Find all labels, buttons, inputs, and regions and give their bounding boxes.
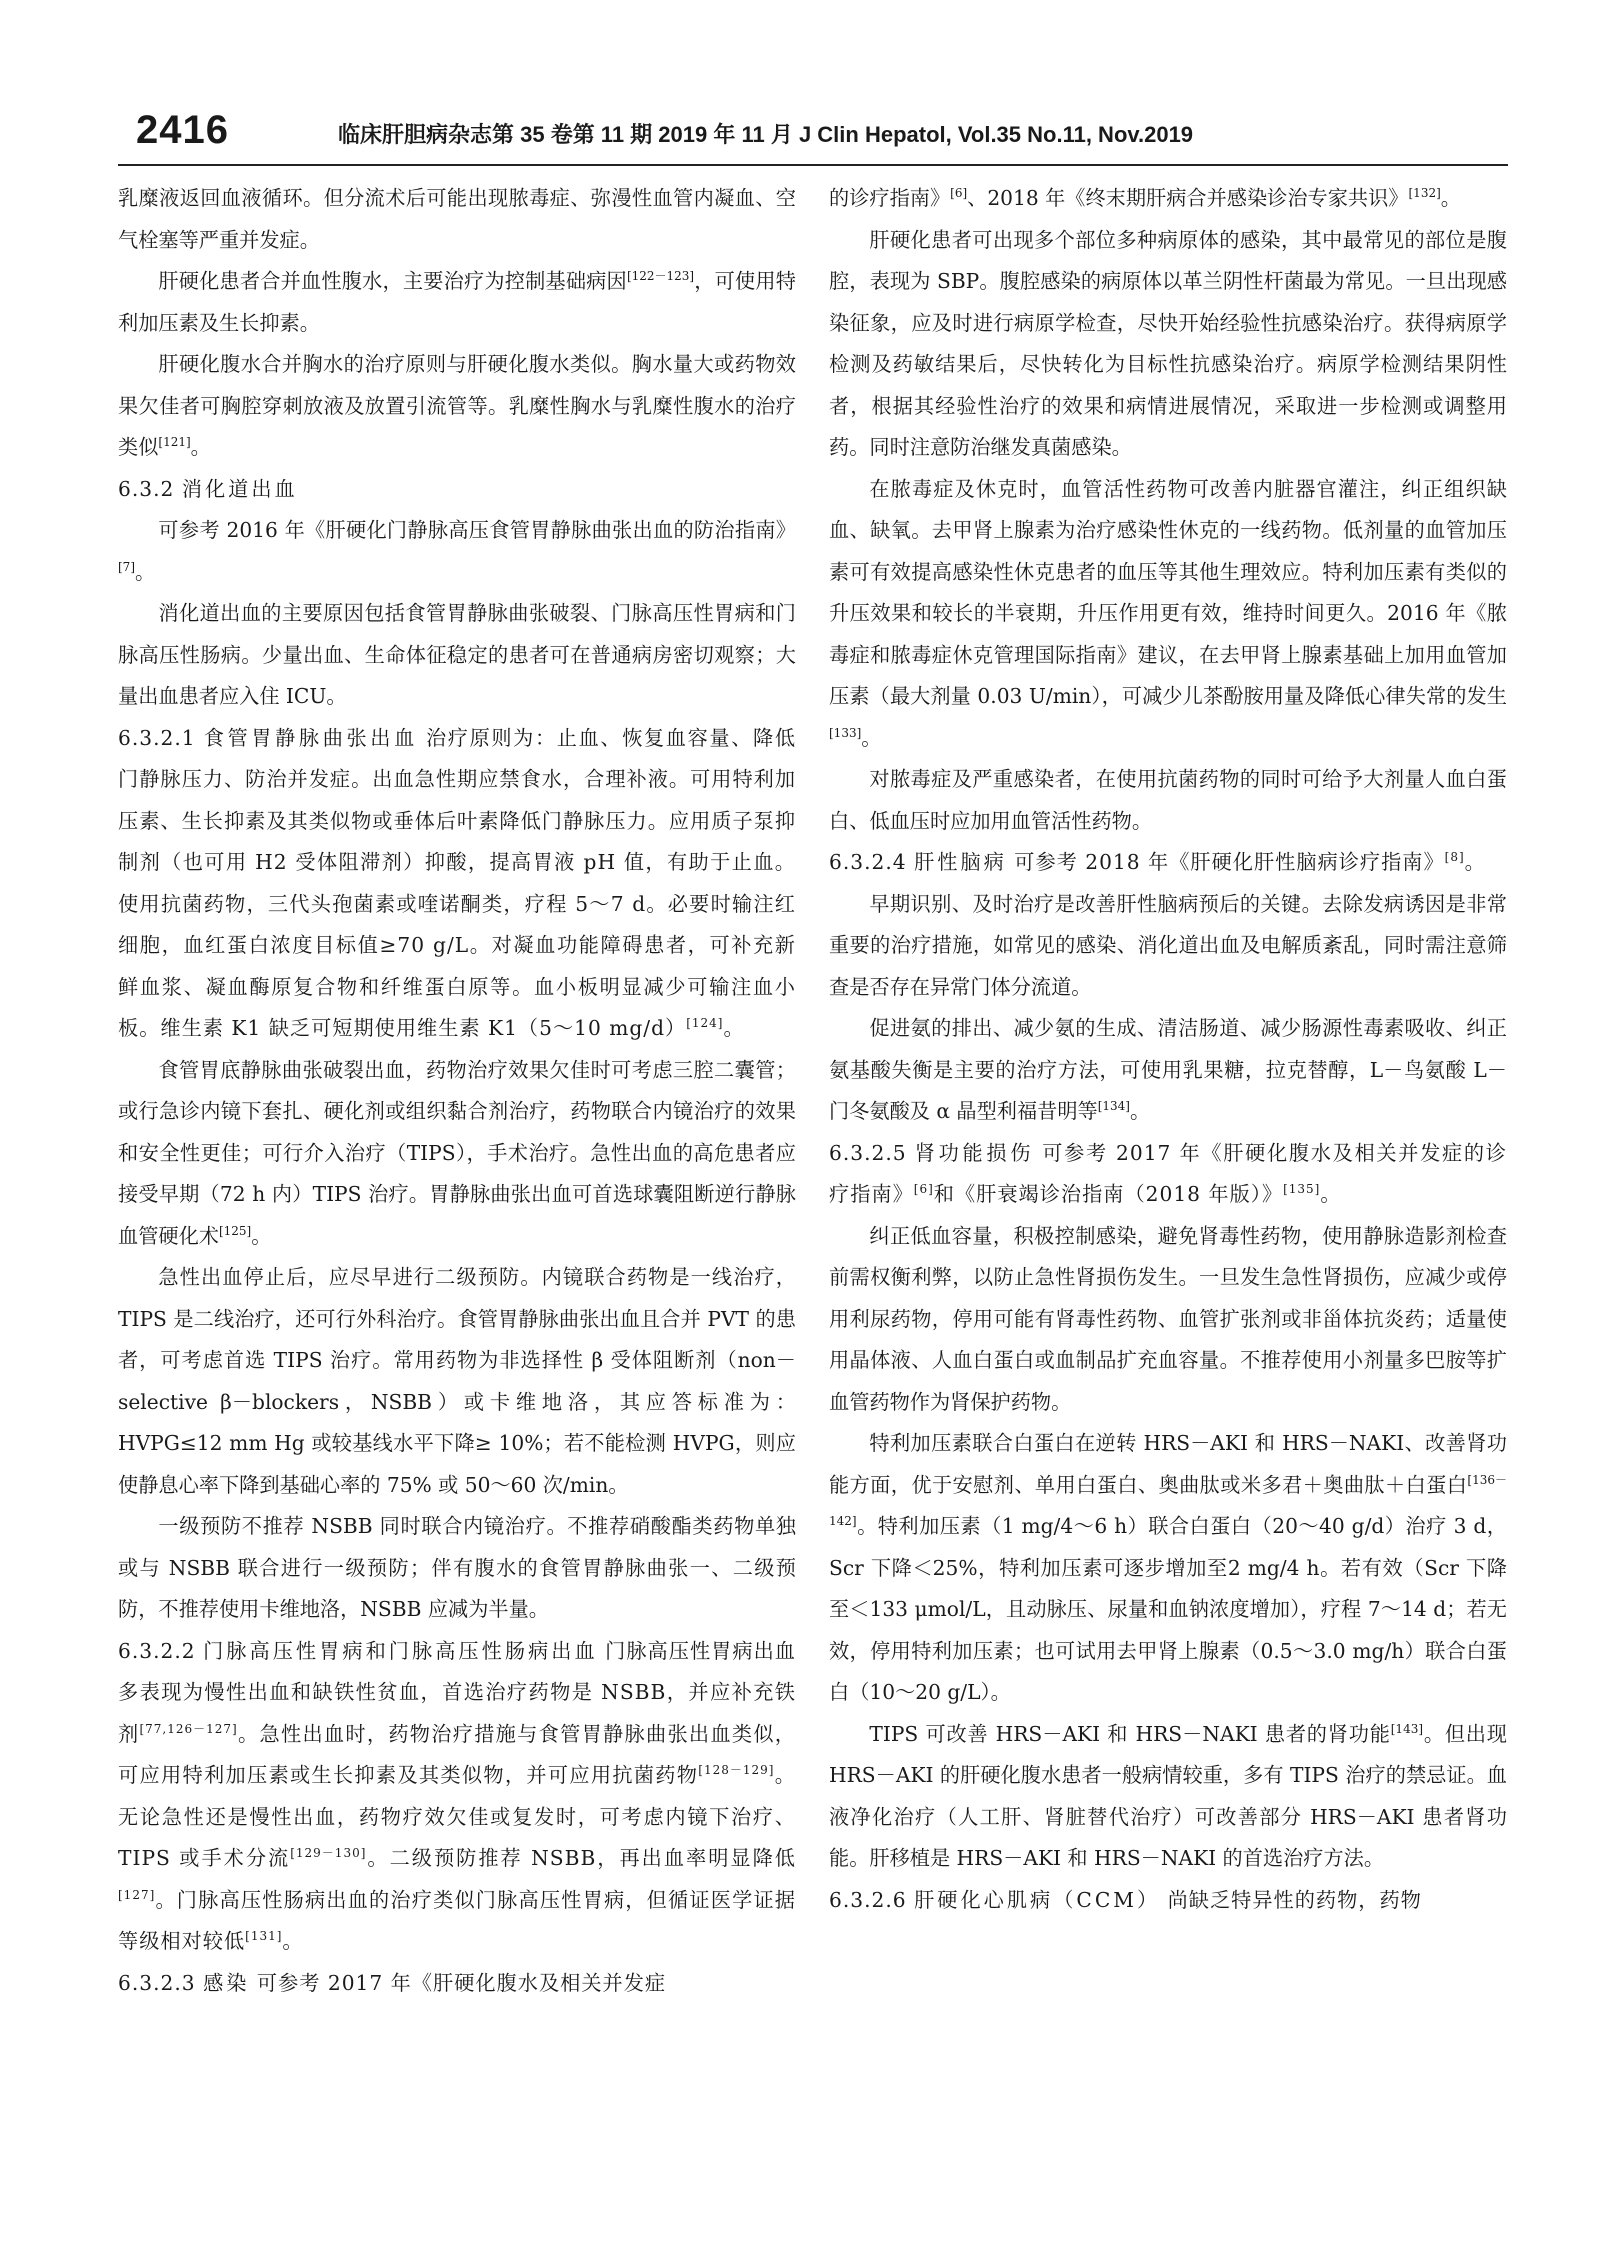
paragraph-text: 。 [135,559,156,584]
citation-reference: [136－142] [829,1472,1507,1528]
journal-citation-line: 临床肝胆病杂志第 35 卷第 11 期 2019 年 11 月 J Clin Hepatol, Vol.35 No.11, Nov.2019 [338,122,1194,147]
body-paragraph [118,1506,796,1631]
paragraph-text: 在脓毒症及休克时，血管活性药物可改善内脏器官灌注，纠正组织缺血、缺氧。去甲肾上腺素为治疗感染性休克的一线药物。低剂量的血管加压素可有效提高感染性休克患者的血压等其他生理效应。特利加压素有类似的升压效果和较长的半衰期，升压作用更有效，维持时间更久。2016 年《脓毒症和脓毒症休克管理国际指南》建议，在去甲肾上腺素基础上加用血管加压素（最大剂量 0.03 U/min），可减少儿茶酚胺用量及降低心律失常的发生 [829,476,1507,708]
section-heading-paragraph [829,842,1507,884]
paragraph-text: 肝硬化患者可出现多个部位多种病原体的感染，其中最常见的部位是腹腔，表现为 SBP。腹腔感染的病原体以革兰阴性杆菌最为常见。一旦出现感染征象，应及时进行病原学检查，尽快开始经验性抗感染治疗。获得病原学检测及药敏结果后，尽快转化为目标性抗感染治疗。病原学检测结果阴性者，根据其经验性治疗的效果和病情进展情况，采取进一步检测或调整用药。同时注意防治继发真菌感染。 [829,227,1507,459]
section-number: 6.3.2.1 [118,725,196,750]
paragraph-text: 特利加压素联合白蛋白在逆转 HRS－AKI 和 HRS－NAKI、改善肾功能方面，优于安慰剂、单用白蛋白、奥曲肽或米多君＋奥曲肽＋白蛋白 [829,1431,1507,1497]
citation-reference: [131] [245,1929,283,1943]
section-title: 消化道出血 [181,476,298,501]
paragraph-text: 。 [190,435,211,459]
paragraph-text: 门脉高压性胃病出血多表现为慢性出血和缺铁性贫血，首选治疗药物是 NSBB，并应补充铁剂 [118,1638,796,1746]
citation-reference: [132] [1408,186,1441,200]
citation-reference: [125] [218,1223,252,1238]
body-paragraph [829,1008,1507,1133]
paragraph-text: 促进氨的排出、减少氨的生成、清洁肠道、减少肠源性毒素吸收、纠正氨基酸失衡是主要的治疗方法，可使用乳果糖，拉克替醇，L－鸟氨酸 L－门冬氨酸及 α 晶型利福昔明等 [829,1016,1507,1123]
citation-reference: [129－130] [290,1846,367,1860]
body-paragraph [118,261,796,344]
body-paragraph [118,510,796,593]
body-paragraph [118,344,796,469]
body-paragraph [118,593,796,718]
body-paragraph [829,1423,1507,1714]
paragraph-text: 。 [1440,186,1461,210]
paragraph-text: 消化道出血的主要原因包括食管胃静脉曲张破裂、门脉高压性胃病和门脉高压性肠病。少量出血、生命体征稳定的患者可在普通病房密切观察；大量出血患者应入住 ICU。 [118,601,796,708]
section-heading-paragraph [118,1963,796,2005]
citation-reference: [127] [118,1887,156,1902]
paragraph-text: 。 [1464,850,1486,874]
paragraph-text: 对脓毒症及严重感染者，在使用抗菌药物的同时可给予大剂量人血白蛋白、低血压时应加用血管活性药物。 [829,767,1507,833]
body-paragraph [829,220,1507,469]
paragraph-text: 和《肝衰竭诊治指南（2018 年版）》 [933,1182,1284,1206]
section-title: 食管胃静脉曲张出血 [203,725,418,750]
section-title: 肝硬化心肌病（CCM） [914,1887,1161,1912]
continued-paragraph [829,178,1507,220]
paragraph-text: 纠正低血容量，积极控制感染，避免肾毒性药物，使用静脉造影剂检查前需权衡利弊，以防止急性肾损伤发生。一旦发生急性肾损伤，应减少或停用利尿药物，停用可能有肾毒性药物、血管扩张剂或非甾体抗炎药；适量使用晶体液、人血白蛋白或血制品扩充血容量。不推荐使用小剂量多巴胺等扩血管药物作为肾保护药物。 [829,1223,1507,1414]
section-title: 感染 [203,1970,250,1995]
section-number: 6.3.2.2 [118,1638,196,1663]
citation-reference: [135] [1283,1182,1321,1196]
citation-reference: [6] [950,186,968,200]
paragraph-text: 。急性出血时，药物治疗措施与食管胃静脉曲张出血类似，可应用特利加压素或生长抑素及其类似物，并可应用抗菌药物 [118,1721,796,1787]
section-title: 门脉高压性胃病和门脉高压性肠病出血 [203,1638,598,1663]
page-header [118,108,1508,166]
paragraph-text: 。 [282,1929,304,1953]
section-number: 6.3.2 [118,476,175,501]
citation-reference: [6] [913,1182,934,1196]
paragraph-text: 。 [251,1223,272,1248]
section-number: 6.3.2.4 [829,850,907,874]
paragraph-text: 。无论急性还是慢性出血，药物疗效欠佳或复发时，可考虑内镜下治疗、TIPS 或手术分流 [118,1763,796,1870]
section-heading-paragraph [118,1631,796,1963]
citation-reference: [8] [1444,850,1465,864]
section-title: 肾功能损伤 [914,1140,1035,1165]
paragraph-text: 。 [861,725,882,750]
paragraph-text: 肝硬化腹水合并胸水的治疗原则与肝硬化腹水类似。胸水量大或药物效果欠佳者可胸腔穿刺放液及放置引流管等。乳糜性胸水与乳糜性腹水的治疗类似 [118,352,796,459]
continued-paragraph [118,178,796,261]
paragraph-text: 的诊疗指南》 [829,186,951,210]
paragraph-text: 一级预防不推荐 NSBB 同时联合内镜治疗。不推荐硝酸酯类药物单独或与 NSBB 联合进行一级预防；伴有腹水的食管胃静脉曲张一、二级预防，不推荐使用卡维地洛，NSBB 应减为半量。 [118,1514,796,1621]
citation-reference: [124] [686,1016,724,1030]
paragraph-text: 肝硬化患者合并血性腹水，主要治疗为控制基础病因 [158,269,627,293]
citation-reference: [122－123] [626,269,695,283]
paragraph-text: 、2018 年《终末期肝病合并感染诊治专家共识》 [967,186,1409,210]
section-number: 6.3.2.6 [829,1887,907,1912]
citation-reference: [121] [158,435,191,449]
paragraph-text: 可参考 2016 年《肝硬化门静脉高压食管胃静脉曲张出血的防治指南》 [158,518,796,542]
citation-reference: [77,126－127] [139,1721,238,1736]
paragraph-text: 食管胃底静脉曲张破裂出血，药物治疗效果欠佳时可考虑三腔二囊管；或行急诊内镜下套扎、硬化剂或组织黏合剂治疗，药物联合内镜治疗的效果和安全性更佳；可行介入治疗（TIPS），手术治疗。急性出血的高危患者应接受早期（72 h 内）TIPS 治疗。胃静脉曲张出血可首选球囊阻断逆行静脉血管硬化术 [118,1057,796,1248]
body-paragraph [118,1050,796,1258]
section-heading-paragraph [118,469,796,511]
paragraph-text: 尚缺乏特异性的药物，药物 [1167,1887,1422,1912]
paragraph-text: 。特利加压素（1 mg/4～6 h）联合白蛋白（20～40 g/d）治疗 3 d，Scr 下降＜25%，特利加压素可逐步增加至2 mg/4 h。若有效（Scr 下降至＜133 μmol/L，且动脉压、尿量和血钠浓度增加），疗程 7～14 d；若无效，停用特利加压素；也可试用去甲肾上腺素（0.5～3.0 mg/h）联合白蛋白（10～20 g/L）。 [829,1514,1507,1704]
body-paragraph [829,469,1507,760]
citation-reference: [134] [1097,1099,1130,1113]
section-title: 肝性脑病 [914,850,1007,874]
paragraph-text: 早期识别、及时治疗是改善肝性脑病预后的关键。去除发病诱因是非常重要的治疗措施，如常见的感染、消化道出血及电解质紊乱，同时需注意筛查是否存在异常门体分流道。 [829,891,1507,999]
paragraph-text: 可参考 2017 年《肝硬化腹水及相关并发症 [256,1970,667,1995]
paragraph-text: 乳糜液返回血液循环。但分流术后可能出现脓毒症、弥漫性血管内凝血、空气栓塞等严重并发症。 [118,186,796,252]
page-number: 2416 [136,108,229,152]
section-number: 6.3.2.3 [118,1970,196,1995]
citation-reference: [128－129] [698,1763,775,1777]
section-heading-paragraph [118,718,796,1050]
body-paragraph [829,759,1507,842]
citation-reference: [133] [829,725,862,740]
paragraph-text: TIPS 可改善 HRS－AKI 和 HRS－NAKI 患者的肾功能 [869,1721,1391,1746]
citation-reference: [143] [1390,1721,1424,1736]
section-number: 6.3.2.5 [829,1140,907,1165]
body-paragraph [829,884,1507,1009]
left-text-column [118,178,796,2004]
section-heading-paragraph [829,1880,1507,1922]
citation-reference: [7] [118,559,135,574]
paragraph-text: 。 [1130,1099,1151,1123]
paragraph-text: 。门脉高压性肠病出血的治疗类似门脉高压性胃病，但循证医学证据等级相对较低 [118,1887,796,1953]
body-paragraph [118,1257,796,1506]
body-paragraph [829,1714,1507,1880]
body-paragraph [829,1216,1507,1424]
right-text-column [829,178,1507,1921]
paragraph-text: ，可使用特利加压素及生长抑素。 [118,269,796,335]
paragraph-text: 。 [1320,1182,1342,1206]
paragraph-text: 可参考 2017 年《肝硬化腹水及相关并发症的诊疗指南》 [829,1140,1507,1206]
paragraph-text: 。二级预防推荐 NSBB，再出血率明显降低 [366,1846,796,1870]
paragraph-text: 急性出血停止后，应尽早进行二级预防。内镜联合药物是一线治疗，TIPS 是二线治疗，还可行外科治疗。食管胃静脉曲张出血且合并 PVT 的患者，可考虑首选 TIPS 治疗。常用药物为非选择性 β 受体阻断剂（non－selective β－blockers，NSBB）或卡维地洛，其应答标准为：HVPG≤12 mm Hg 或较基线水平下降≥ 10%；若不能检测 HVPG，则应使静息心率下降到基础心率的 75% 或 50～60 次/min。 [118,1265,796,1497]
paragraph-text: 。但出现 HRS－AKI 的肝硬化腹水患者一般病情较重，多有 TIPS 治疗的禁忌证。血液净化治疗（人工肝、肾脏替代治疗）可改善部分 HRS－AKI 患者肾功能。肝移植是 HRS－AKI 和 HRS－NAKI 的首选治疗方法。 [829,1721,1507,1870]
section-heading-paragraph [829,1133,1507,1216]
paragraph-text: 治疗原则为：止血、恢复血容量、降低门静脉压力、防治并发症。出血急性期应禁食水，合理补液。可用特利加压素、生长抑素及其类似物或垂体后叶素降低门静脉压力。应用质子泵抑制剂（也可用 H2 受体阻滞剂）抑酸，提高胃液 pH 值，有助于止血。使用抗菌药物，三代头孢菌素或喹诺酮类，疗程 5～7 d。必要时输注红细胞，血红蛋白浓度目标值≥70 g/L。对凝血功能障碍患者，可补充新鲜血浆、凝血酶原复合物和纤维蛋白原等。血小板明显减少可输注血小板。维生素 K1 缺乏可短期使用维生素 K1（5～10 mg/d） [118,725,797,1040]
paragraph-text: 。 [723,1016,745,1040]
paragraph-text: 可参考 2018 年《肝硬化肝性脑病诊疗指南》 [1014,850,1445,874]
